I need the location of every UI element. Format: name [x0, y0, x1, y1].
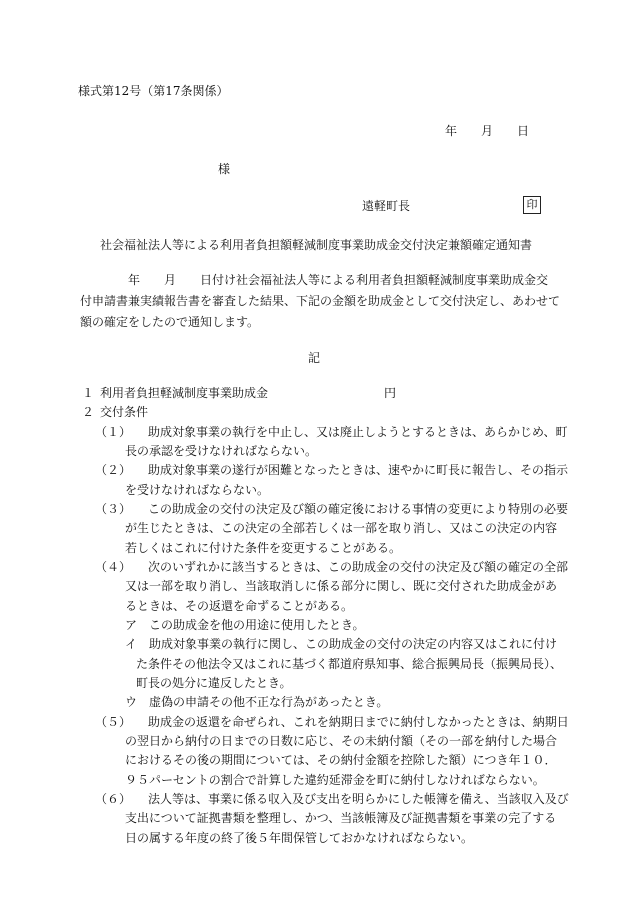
form-number: 様式第12号（第17条関係） — [78, 84, 229, 98]
sub-item-i: イ 助成対象事業の執行に関し、この助成金の交付の決定の内容又はこれに付け — [125, 637, 558, 651]
condition-line: 次のいずれかに該当するときは、この助成金の交付の決定及び額の確定の全部 — [148, 560, 569, 574]
condition-line: 長の承認を受けなければならない。 — [125, 444, 318, 458]
document-title: 社会福祉法人等による利用者負担額軽減制度事業助成金交付決定兼額確定通知書 — [100, 238, 533, 252]
intro-line: 年 月 日付け社会福祉法人等による利用者負担額軽減制度事業助成金交 — [104, 273, 549, 287]
condition-line: 法人等は、事業に係る収入及び支出を明らかにした帳簿を備え、当該収入及び — [148, 792, 569, 806]
intro-line: 額の確定をしたので通知します。 — [80, 315, 260, 329]
condition-number: （３） — [95, 502, 132, 516]
issuer-name: 遠軽町長 — [362, 199, 411, 213]
amount-unit: 円 — [384, 386, 397, 400]
condition-line: 日の属する年度の終了後５年間保管しておかなければならない。 — [125, 831, 474, 845]
date-line: 年 月 日 — [445, 124, 530, 138]
sub-item-a: ア この助成金を他の用途に使用したとき。 — [125, 618, 365, 632]
condition-line: 助成対象事業の執行を中止し、又は廃止しようとするときは、あらかじめ、町 — [148, 425, 568, 439]
condition-line: におけるその後の期間については、その納付金額を控除した額）につき年１０． — [125, 753, 557, 767]
condition-line: 若しくはこれに付けた条件を変更することがある。 — [125, 541, 402, 555]
item-label: 交付条件 — [100, 405, 149, 419]
condition-line: 助成金の返還を命ぜられ、これを納期日までに納付しなかったときは、納期日 — [148, 715, 569, 729]
condition-line: 助成対象事業の遂行が困難となったときは、速やかに町長に報告し、その指示 — [148, 463, 569, 477]
condition-line: が生じたときは、この決定の全部若しくは一部を取り消し、又はこの決定の内容 — [125, 521, 558, 535]
item-number: １ — [82, 386, 95, 400]
condition-line: 支出について証拠書類を整理し、かつ、当該帳簿及び証拠書類を事業の完了する — [125, 811, 557, 825]
item-number: ２ — [82, 405, 95, 419]
condition-line: この助成金の交付の決定及び額の確定後における事情の変更により特別の必要 — [148, 502, 569, 516]
condition-number: （２） — [95, 463, 132, 477]
condition-line: 又は一部を取り消し、当該取消しに係る部分に関し、既に交付された助成金があ — [125, 579, 558, 593]
addressee-suffix: 様 — [218, 162, 231, 176]
condition-line: ９５パーセントの割合で計算した違約延滞金を町に納付しなければならない。 — [125, 773, 545, 787]
sub-item-i: 町長の処分に違反したとき。 — [136, 676, 292, 690]
sub-item-u: ウ 虚偽の申請その他不正な行為があったとき。 — [125, 695, 389, 709]
condition-line: を受けなければならない。 — [125, 483, 270, 497]
sub-item-i: た条件その他法令又はこれに基づく都道府県知事、総合振興局長（振興局長）、 — [136, 657, 563, 671]
item-label: 利用者負担軽減制度事業助成金 — [100, 386, 269, 400]
condition-number: （６） — [95, 792, 132, 806]
seal-stamp: 印 — [523, 196, 541, 214]
ki-heading: 記 — [308, 351, 321, 365]
condition-number: （４） — [95, 560, 132, 574]
intro-line: 付申請書兼実績報告書を審査した結果、下記の金額を助成金として交付決定し、あわせて — [80, 294, 561, 308]
condition-line: るときは、その返還を命ずることがある。 — [125, 599, 354, 613]
condition-number: （１） — [95, 425, 132, 439]
condition-line: の翌日から納付の日までの日数に応じ、その未納付額（その一部を納付した場合 — [125, 734, 558, 748]
condition-number: （５） — [95, 715, 132, 729]
